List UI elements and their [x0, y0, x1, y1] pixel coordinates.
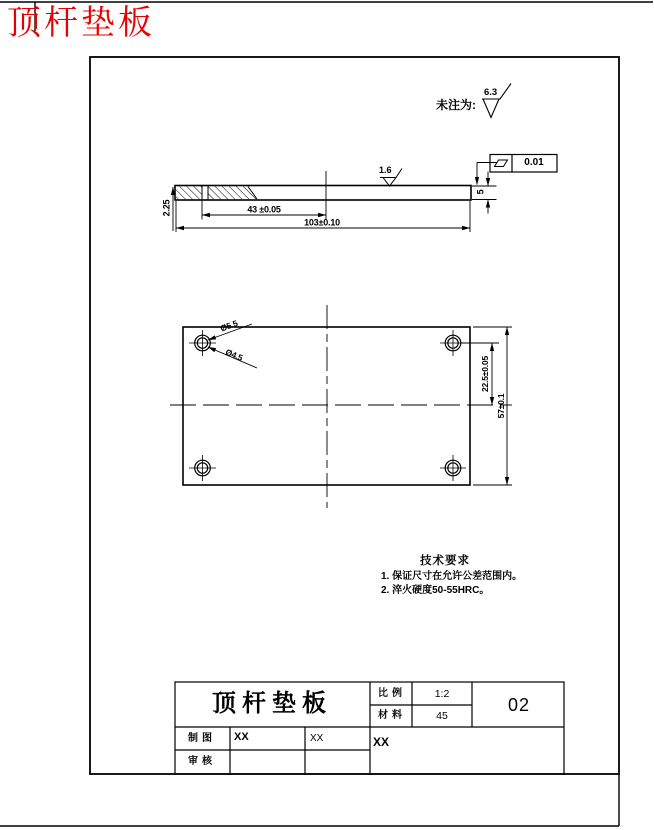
default-roughness-label: 未注为: — [436, 98, 476, 112]
scale-label: 比例 — [378, 688, 406, 699]
checker-label: 审核 — [188, 756, 216, 767]
dim-left-height: 2.25 — [161, 199, 172, 217]
page-title: 顶杆垫板 — [7, 5, 155, 42]
hole-label-upper: Ø5.5 — [218, 318, 239, 334]
scale-value: 1:2 — [434, 687, 450, 700]
dim-hole-to-center: 22.5±0.05 — [479, 356, 490, 392]
drafter-extra: XX — [310, 733, 324, 744]
company-value: XX — [373, 735, 390, 749]
top-view — [170, 305, 512, 508]
drafter-value: XX — [234, 731, 249, 743]
flatness-icon — [495, 160, 508, 167]
hole-label-lower: Ø4.5 — [224, 346, 245, 363]
default-roughness-value: 6.3 — [484, 87, 498, 98]
dim-counterbore: 43 ±0.05 — [247, 204, 281, 215]
dim-total-height: 57±0.1 — [495, 393, 506, 419]
material-label: 材料 — [378, 710, 406, 721]
material-value: 45 — [436, 709, 448, 722]
surface-roughness-value: 1.6 — [379, 165, 392, 175]
tech-requirements-title: 技术要求 — [420, 555, 470, 567]
dim-total-length: 103±0.10 — [304, 217, 340, 228]
title-block-part-name: 顶杆垫板 — [212, 690, 332, 717]
flatness-tolerance-value: 0.01 — [524, 157, 544, 168]
tech-requirement-item: 2. 淬火硬度50-55HRC。 — [381, 585, 490, 596]
tech-requirement-item: 1. 保证尺寸在允许公差范围内。 — [381, 571, 523, 582]
drafter-label: 制图 — [188, 733, 216, 744]
dim-thickness: 5 — [475, 189, 486, 195]
drawing-number: 02 — [507, 695, 531, 715]
